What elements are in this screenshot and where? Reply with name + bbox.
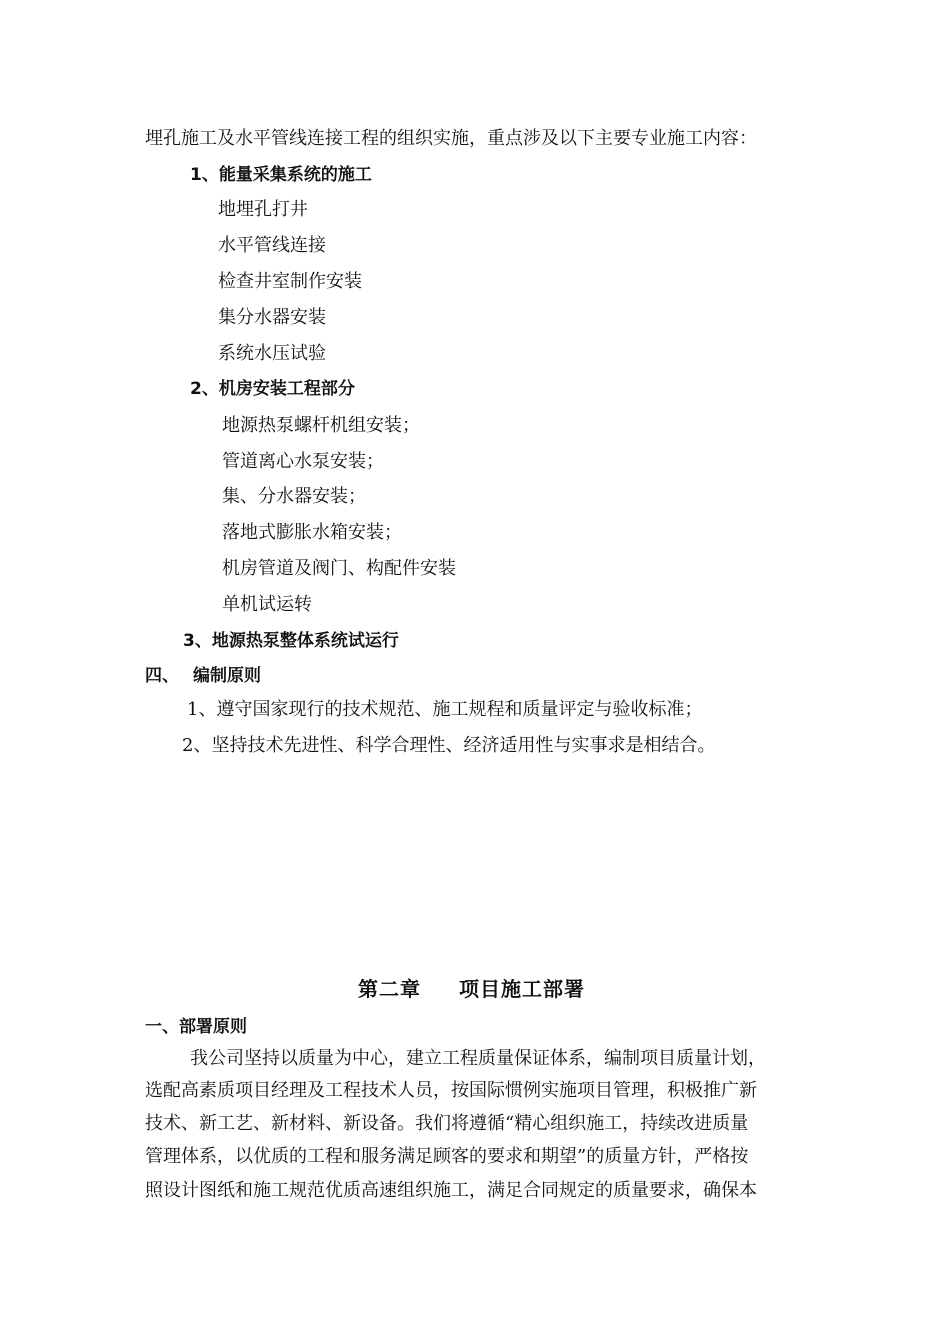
section2-item: 单机试运转 <box>222 594 312 615</box>
chapter-heading <box>358 977 585 1001</box>
intro-line: 埋孔施工及水平管线连接工程的组织实施，重点涉及以下主要专业施工内容： <box>145 128 757 149</box>
section1-item: 水平管线连接 <box>218 235 326 256</box>
section2-item: 集、分水器安装； <box>222 486 366 507</box>
paragraph-line: 我公司坚持以质量为中心，建立工程质量保证体系，编制项目质量计划， <box>190 1048 766 1069</box>
chapter-number: 第二章 <box>358 977 421 1001</box>
chapter-title: 项目施工部署 <box>459 977 585 1001</box>
section1-item: 检查井室制作安装 <box>218 271 362 292</box>
part4-item: 2、坚持技术先进性、科学合理性、经济适用性与实事求是相结合。 <box>182 735 716 756</box>
section2-item: 落地式膨胀水箱安装； <box>222 522 402 543</box>
section2-item: 机房管道及阀门、构配件安装 <box>222 558 456 579</box>
paragraph-line: 技术、新工艺、新材料、新设备。我们将遵循“精心组织施工，持续改进质量 <box>145 1113 749 1134</box>
part4-number: 四、 <box>145 666 179 686</box>
part4-item: 1、遵守国家现行的技术规范、施工规程和质量评定与验收标准； <box>187 699 703 720</box>
section1-item: 集分水器安装 <box>218 307 326 328</box>
section2-title: 2、机房安装工程部分 <box>190 379 355 399</box>
section1-item: 系统水压试验 <box>218 343 326 364</box>
paragraph-line: 选配高素质项目经理及工程技术人员，按国际惯例实施项目管理，积极推广新 <box>145 1080 757 1101</box>
paragraph-line: 照设计图纸和施工规范优质高速组织施工，满足合同规定的质量要求，确保本 <box>145 1180 757 1201</box>
subsection-title: 一、部署原则 <box>145 1017 247 1037</box>
section2-item: 管道离心水泵安装； <box>222 451 384 472</box>
part4-title: 编制原则 <box>193 666 261 686</box>
section2-item: 地源热泵螺杆机组安装； <box>222 415 420 436</box>
section1-item: 地埋孔打井 <box>218 199 308 220</box>
section1-title: 1、能量采集系统的施工 <box>190 165 372 185</box>
part4-heading <box>145 664 261 688</box>
paragraph-line: 管理体系，以优质的工程和服务满足顾客的要求和期望”的质量方针，严格按 <box>145 1146 749 1167</box>
section3-title: 3、地源热泵整体系统试运行 <box>183 631 399 651</box>
